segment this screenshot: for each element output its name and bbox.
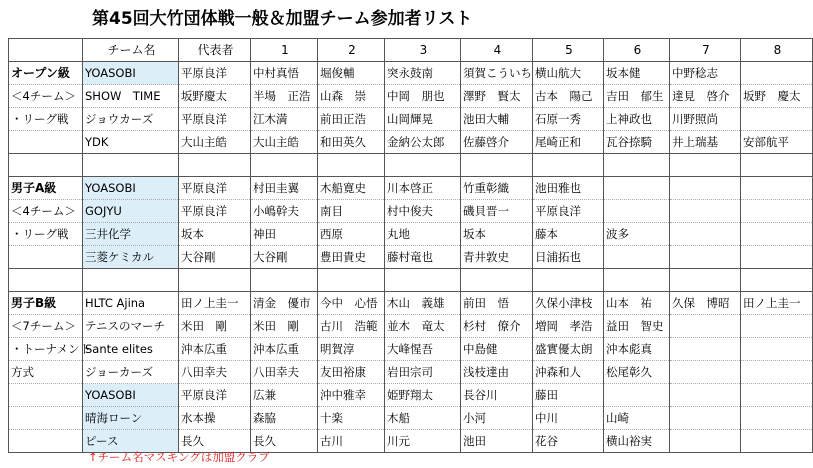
player-cell: 豊田貴史 [318,246,385,269]
player-cell: 半場 正浩 [251,85,318,108]
player-cell [741,108,813,131]
player-cell [741,246,813,269]
team-name: ピース [83,430,179,453]
player-cell: 松尾彰久 [604,361,670,384]
division-label [9,384,83,407]
player-cell: 沖森和人 [533,361,604,384]
empty-cell [83,269,179,292]
affiliated-club-note: ↑チーム名マスキングは加盟クラブ [88,450,270,464]
empty-cell [385,269,461,292]
player-cell: 池田 [461,430,533,453]
representative: 米田 剛 [179,315,251,338]
player-cell: 木船 [385,407,461,430]
player-cell: 日浦拓也 [533,246,604,269]
header-division [9,39,83,62]
player-cell: 大山主皓 [251,131,318,154]
player-cell [670,430,741,453]
empty-cell [83,154,179,177]
division-label: 男子A級 [9,177,83,200]
team-name: YOASOBI [83,62,179,85]
empty-cell [604,269,670,292]
table-row [9,200,813,223]
player-cell: 堀俊輔 [318,62,385,85]
player-cell [741,200,813,223]
division-label: ・トーナメント [9,338,83,361]
empty-cell [461,269,533,292]
player-cell: 金納公太郎 [385,131,461,154]
empty-cell [533,269,604,292]
player-cell: 山本 祐 [604,292,670,315]
table-row [9,315,813,338]
empty-cell [251,269,318,292]
representative: 坂野慶太 [179,85,251,108]
player-cell: 久保 博昭 [670,292,741,315]
player-cell [670,246,741,269]
division-label: ＜4チーム＞ [9,85,83,108]
player-cell: 川野照尚 [670,108,741,131]
player-cell [670,338,741,361]
player-cell: 中村真悟 [251,62,318,85]
player-cell: 安部航平 [741,131,813,154]
player-cell: 八田幸夫 [251,361,318,384]
player-cell: 前田 悟 [461,292,533,315]
player-cell [741,430,813,453]
page-title: 第45回大竹団体戦一般＆加盟チーム参加者リスト [92,9,473,29]
player-cell: 広兼 [251,384,318,407]
player-cell [670,223,741,246]
header-player-5: 5 [533,39,604,62]
player-cell [741,62,813,85]
empty-cell [179,154,251,177]
empty-cell [461,154,533,177]
player-cell: 波多 [604,223,670,246]
player-cell: 明賀淳 [318,338,385,361]
header-player-7: 7 [670,39,741,62]
player-cell [670,407,741,430]
player-cell [741,315,813,338]
team-name: GOJYU [83,200,179,223]
player-cell: 長久 [251,430,318,453]
representative: 大谷剛 [179,246,251,269]
player-cell: 突永鼓南 [385,62,461,85]
player-cell: 青井敦史 [461,246,533,269]
empty-cell [9,154,83,177]
player-cell: 坂本健 [604,62,670,85]
player-cell: 大谷剛 [251,246,318,269]
player-cell: 友田裕康 [318,361,385,384]
player-cell: 古川 [318,430,385,453]
empty-cell [179,269,251,292]
division-label: ＜4チーム＞ [9,200,83,223]
table-row [9,108,813,131]
player-cell: 上神政也 [604,108,670,131]
player-cell: 並木 竜太 [385,315,461,338]
player-cell [670,361,741,384]
team-name: YOASOBI [83,384,179,407]
representative: 水本操 [179,407,251,430]
player-cell: 藤本 [533,223,604,246]
header-player-2: 2 [318,39,385,62]
player-cell [670,200,741,223]
player-cell: 川元 [385,430,461,453]
team-name: 三菱ケミカル [83,246,179,269]
header-player-4: 4 [461,39,533,62]
division-label: ・リーグ戦 [9,223,83,246]
header-rep: 代表者 [179,39,251,62]
player-cell: 小河 [461,407,533,430]
team-name: 晴海ローン [83,407,179,430]
player-cell [604,200,670,223]
team-name: YDK [83,131,179,154]
division-label: ・リーグ戦 [9,108,83,131]
team-name: Sante elites [83,338,179,361]
player-cell: 平原良洋 [533,200,604,223]
table-row [9,361,813,384]
header-row [9,39,813,62]
player-cell: 池田大輔 [461,108,533,131]
player-cell: 田ノ上圭一 [741,292,813,315]
representative: 坂本 [179,223,251,246]
empty-cell [604,154,670,177]
header-player-8: 8 [741,39,813,62]
player-cell: 江木満 [251,108,318,131]
player-cell: 中岡 朋也 [385,85,461,108]
representative: 長久 [179,430,251,453]
player-cell: 木山 義雄 [385,292,461,315]
empty-cell [251,154,318,177]
representative: 平原良洋 [179,62,251,85]
player-cell: 佐藤啓介 [461,131,533,154]
player-cell: 今中 心悟 [318,292,385,315]
table-row [9,407,813,430]
player-cell: 和田英久 [318,131,385,154]
team-name: テニスのマーチ [83,315,179,338]
representative: 平原良洋 [179,177,251,200]
section-spacer-row [9,154,813,177]
table-row [9,384,813,407]
player-cell: 藤村竜也 [385,246,461,269]
representative: 沖本広重 [179,338,251,361]
empty-cell [385,154,461,177]
player-cell: 瓦谷捺騎 [604,131,670,154]
player-cell: 古川 浩範 [318,315,385,338]
player-cell [604,384,670,407]
division-label: オープン級 [9,62,83,85]
player-cell: 神田 [251,223,318,246]
player-cell: 川本啓正 [385,177,461,200]
header-team: チーム名 [83,39,179,62]
player-cell [741,223,813,246]
representative: 平原良洋 [179,108,251,131]
division-label: 方式 [9,361,83,384]
player-cell: 古本 陽己 [533,85,604,108]
player-cell: 杉村 僚介 [461,315,533,338]
player-cell: 山森 崇 [318,85,385,108]
empty-cell [318,154,385,177]
division-label: ＜7チーム＞ [9,315,83,338]
table-row [9,223,813,246]
player-cell: 横山裕実 [604,430,670,453]
player-cell: 西原 [318,223,385,246]
player-cell [741,338,813,361]
division-label [9,131,83,154]
player-cell: 澤野 賢太 [461,85,533,108]
player-cell: 石原一秀 [533,108,604,131]
team-name: YOASOBI [83,177,179,200]
table-row [9,338,813,361]
player-cell: 山崎 [604,407,670,430]
player-cell: 米田 剛 [251,315,318,338]
player-cell [741,407,813,430]
roster-table [8,38,813,453]
player-cell: 藤田 [533,384,604,407]
player-cell: 村中俊夫 [385,200,461,223]
player-cell: 沖本広重 [251,338,318,361]
player-cell: 増岡 孝浩 [533,315,604,338]
division-label [9,246,83,269]
player-cell: 横山航大 [533,62,604,85]
player-cell: 前田正浩 [318,108,385,131]
player-cell: 井上瑞基 [670,131,741,154]
player-cell [670,384,741,407]
player-cell: 長谷川 [461,384,533,407]
player-cell: 坂野 慶太 [741,85,813,108]
player-cell: 姫野翔太 [385,384,461,407]
player-cell: 竹重彰織 [461,177,533,200]
empty-cell [670,154,741,177]
table-row [9,131,813,154]
table-row [9,292,813,315]
team-name: ジョウカーズ [83,108,179,131]
player-cell: 岩田宗司 [385,361,461,384]
player-cell: 沖本彪真 [604,338,670,361]
division-label: 男子B級 [9,292,83,315]
team-name: 三井化学 [83,223,179,246]
player-cell [604,246,670,269]
team-name: ジョーカーズ [83,361,179,384]
player-cell: 中野稔志 [670,62,741,85]
empty-cell [533,154,604,177]
representative: 平原良洋 [179,384,251,407]
player-cell: 木船寛史 [318,177,385,200]
header-player-3: 3 [385,39,461,62]
table-row [9,246,813,269]
team-name: HLTC Ajina [83,292,179,315]
empty-cell [670,269,741,292]
empty-cell [741,154,813,177]
player-cell: 須賀こういち [461,62,533,85]
table-row [9,177,813,200]
player-cell: 坂本 [461,223,533,246]
player-cell: 磯貝晋一 [461,200,533,223]
player-cell: 中川 [533,407,604,430]
player-cell: 吉田 郁生 [604,85,670,108]
player-cell: 丸地 [385,223,461,246]
player-cell [741,177,813,200]
player-cell: 小嶋幹夫 [251,200,318,223]
player-cell: 清金 優市 [251,292,318,315]
player-cell: 中島健 [461,338,533,361]
player-cell: 南目 [318,200,385,223]
player-cell [741,384,813,407]
section-spacer-row [9,269,813,292]
division-label [9,430,83,453]
header-player-1: 1 [251,39,318,62]
player-cell: 益田 智史 [604,315,670,338]
player-cell: 大峰惺吾 [385,338,461,361]
player-cell: 浅枝達由 [461,361,533,384]
player-cell [670,315,741,338]
player-cell: 久保小津枝 [533,292,604,315]
player-cell: 花谷 [533,430,604,453]
empty-cell [9,269,83,292]
player-cell: 達見 啓介 [670,85,741,108]
player-cell: 盛實優太朗 [533,338,604,361]
representative: 田ノ上圭一 [179,292,251,315]
division-label [9,407,83,430]
player-cell [741,361,813,384]
representative: 平原良洋 [179,200,251,223]
representative: 大山主皓 [179,131,251,154]
player-cell: 十楽 [318,407,385,430]
table-row [9,62,813,85]
team-name: SHOW TIME [83,85,179,108]
player-cell: 村田圭翼 [251,177,318,200]
player-cell: 尾崎正和 [533,131,604,154]
player-cell: 沖中雅幸 [318,384,385,407]
player-cell: 池田雅也 [533,177,604,200]
representative: 八田幸夫 [179,361,251,384]
player-cell: 森脇 [251,407,318,430]
player-cell [670,177,741,200]
header-player-6: 6 [604,39,670,62]
table-row [9,85,813,108]
empty-cell [318,269,385,292]
player-cell: 山岡輝晃 [385,108,461,131]
player-cell [604,177,670,200]
empty-cell [741,269,813,292]
